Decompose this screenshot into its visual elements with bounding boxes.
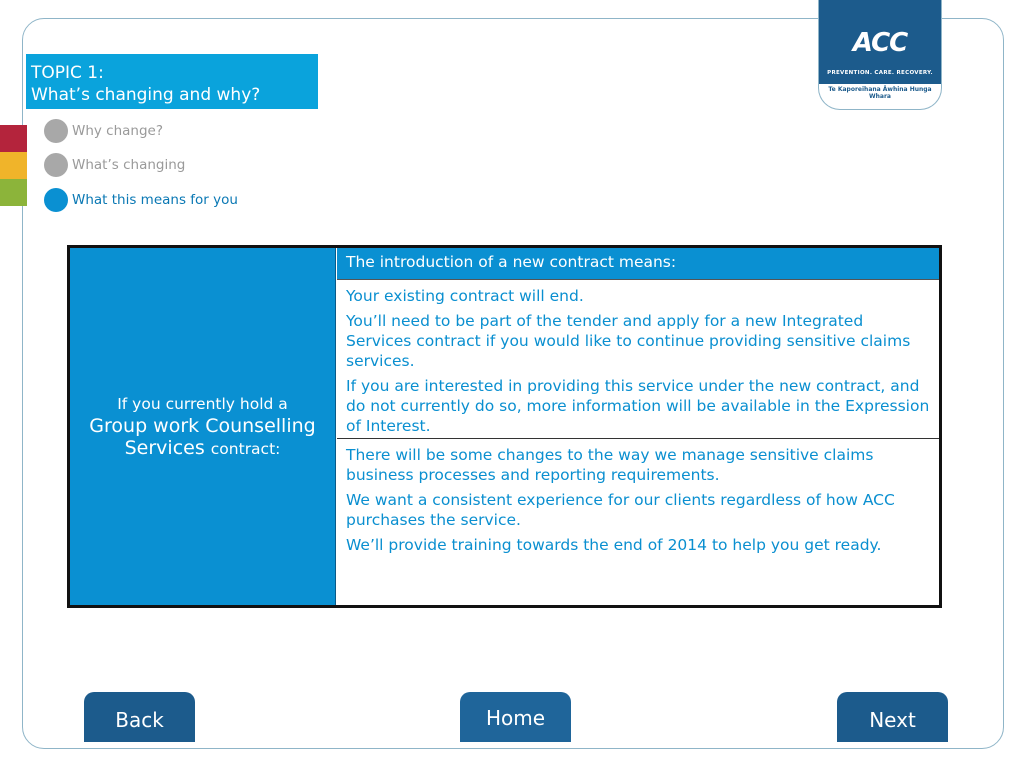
topic-title xyxy=(26,54,318,109)
acc-logo xyxy=(818,0,942,110)
logo-banner xyxy=(819,0,941,84)
contract-type-cell xyxy=(70,248,336,605)
nav-dot-icon xyxy=(44,119,68,143)
topic-number: TOPIC 1: xyxy=(31,63,104,83)
logo-tagline: PREVENTION. CARE. RECOVERY. xyxy=(827,70,933,76)
logo-mark: ACC xyxy=(852,28,908,58)
home-button[interactable]: Home xyxy=(460,692,571,742)
nav-item-label: What this means for you xyxy=(72,192,238,208)
cell-paragraph: There will be some changes to the way we manage sensitive claims business processes and reporting requirements. xyxy=(346,446,874,484)
table-cell-changes xyxy=(337,440,939,605)
contract-type-suffix: contract: xyxy=(210,440,281,458)
cell-paragraph: We want a consistent experience for our clients regardless of how ACC purchases the service. xyxy=(346,491,895,529)
table-header: The introduction of a new contract means: xyxy=(337,248,939,280)
cell-paragraph: We’ll provide training towards the end of 2014 to help you get ready. xyxy=(346,536,882,554)
nav-item-label: Why change? xyxy=(72,123,164,139)
nav-item-why-change[interactable] xyxy=(44,118,163,144)
logo-maori-text: Te Kaporeihana Āwhina Hunga Whara xyxy=(828,86,932,100)
table-cell-contract-end xyxy=(337,281,939,439)
colour-strip-red xyxy=(0,125,27,152)
back-button[interactable]: Back xyxy=(84,692,195,742)
cell-paragraph: If you are interested in providing this service under the new contract, and do not currently do so, more information will be available in the Expression of Interest. xyxy=(346,377,930,435)
nav-item-what-this-means[interactable] xyxy=(44,187,238,213)
topic-heading: What’s changing and why? xyxy=(31,85,261,105)
next-button[interactable]: Next xyxy=(837,692,948,742)
colour-strip-yellow xyxy=(0,152,27,179)
nav-dot-icon xyxy=(44,153,68,177)
contract-info-table xyxy=(67,245,942,608)
contract-type-prefix: If you currently hold a xyxy=(117,395,288,413)
contract-type-name: Group work Counselling Services contract: xyxy=(89,415,316,459)
nav-item-label: What’s changing xyxy=(72,157,186,173)
colour-strip-green xyxy=(0,179,27,206)
nav-item-whats-changing[interactable] xyxy=(44,152,185,178)
nav-dot-icon xyxy=(44,188,68,212)
cell-paragraph: Your existing contract will end. xyxy=(346,287,584,305)
cell-paragraph: You’ll need to be part of the tender and apply for a new Integrated Services contract if you would like to continue providing sensitive claims services. xyxy=(346,312,911,370)
contract-type-text xyxy=(70,393,335,460)
